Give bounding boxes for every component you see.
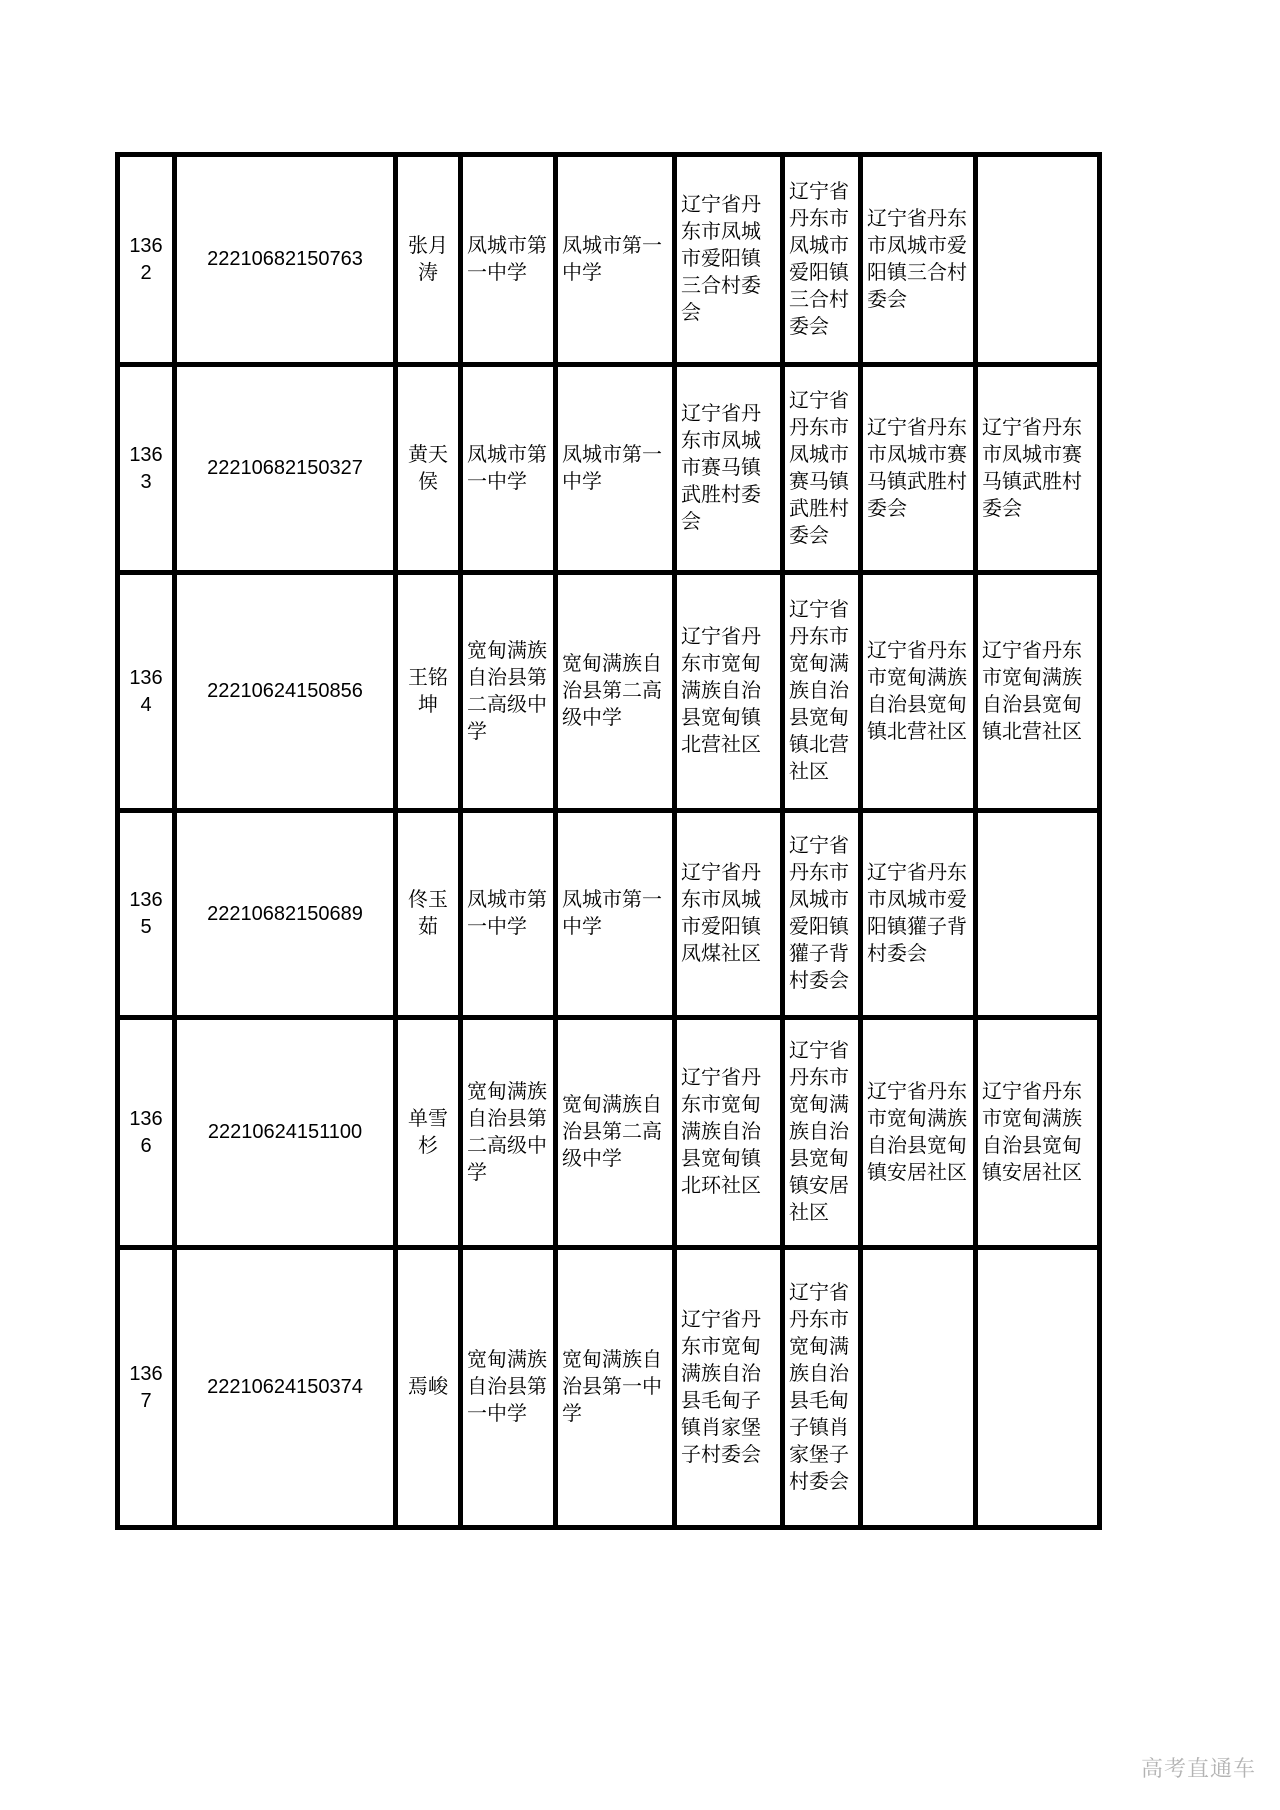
cell-school-1: 宽甸满族自治县第一中学 <box>461 1248 556 1528</box>
cell-school-2: 宽甸满族自治县第一中学 <box>556 1248 675 1528</box>
cell-address-4 <box>976 1248 1100 1528</box>
cell-address-1: 辽宁省丹东市宽甸满族自治县宽甸镇北环社区 <box>675 1018 783 1248</box>
cell-address-3: 辽宁省丹东市凤城市赛马镇武胜村委会 <box>861 365 976 573</box>
cell-row-number: 1364 <box>118 573 175 811</box>
cell-name: 王铭坤 <box>396 573 461 811</box>
cell-address-1: 辽宁省丹东市凤城市爱阳镇三合村委会 <box>675 155 783 365</box>
cell-address-3: 辽宁省丹东市凤城市爱阳镇三合村委会 <box>861 155 976 365</box>
cell-address-3 <box>861 1248 976 1528</box>
cell-school-1: 凤城市第一中学 <box>461 365 556 573</box>
table-row <box>118 1018 1100 1248</box>
cell-address-2: 辽宁省丹东市凤城市爱阳镇獾子背村委会 <box>783 811 861 1018</box>
cell-school-1: 宽甸满族自治县第二高级中学 <box>461 1018 556 1248</box>
cell-exam-id: 22210624151100 <box>175 1018 396 1248</box>
cell-school-2: 宽甸满族自治县第二高级中学 <box>556 573 675 811</box>
cell-row-number: 1366 <box>118 1018 175 1248</box>
cell-address-1: 辽宁省丹东市凤城市爱阳镇凤煤社区 <box>675 811 783 1018</box>
table-row <box>118 573 1100 811</box>
cell-exam-id: 22210624150374 <box>175 1248 396 1528</box>
cell-row-number: 1363 <box>118 365 175 573</box>
cell-address-1: 辽宁省丹东市宽甸满族自治县宽甸镇北营社区 <box>675 573 783 811</box>
cell-address-3: 辽宁省丹东市宽甸满族自治县宽甸镇安居社区 <box>861 1018 976 1248</box>
cell-address-4: 辽宁省丹东市宽甸满族自治县宽甸镇安居社区 <box>976 1018 1100 1248</box>
cell-school-1: 宽甸满族自治县第二高级中学 <box>461 573 556 811</box>
cell-name: 焉峻 <box>396 1248 461 1528</box>
cell-address-2: 辽宁省丹东市宽甸满族自治县宽甸镇安居社区 <box>783 1018 861 1248</box>
cell-school-2: 凤城市第一中学 <box>556 811 675 1018</box>
cell-address-4 <box>976 155 1100 365</box>
cell-school-2: 宽甸满族自治县第二高级中学 <box>556 1018 675 1248</box>
table-row <box>118 155 1100 365</box>
cell-address-2: 辽宁省丹东市宽甸满族自治县宽甸镇北营社区 <box>783 573 861 811</box>
cell-address-4: 辽宁省丹东市凤城市赛马镇武胜村委会 <box>976 365 1100 573</box>
cell-address-2: 辽宁省丹东市凤城市赛马镇武胜村委会 <box>783 365 861 573</box>
cell-name: 黄天侯 <box>396 365 461 573</box>
cell-school-2: 凤城市第一中学 <box>556 365 675 573</box>
cell-name: 张月涛 <box>396 155 461 365</box>
table-row <box>118 811 1100 1018</box>
cell-address-1: 辽宁省丹东市宽甸满族自治县毛甸子镇肖家堡子村委会 <box>675 1248 783 1528</box>
watermark-text: 高考直通车 <box>1140 1756 1256 1781</box>
cell-row-number: 1362 <box>118 155 175 365</box>
cell-address-2: 辽宁省丹东市宽甸满族自治县毛甸子镇肖家堡子村委会 <box>783 1248 861 1528</box>
cell-address-3: 辽宁省丹东市凤城市爱阳镇獾子背村委会 <box>861 811 976 1018</box>
cell-address-4: 辽宁省丹东市宽甸满族自治县宽甸镇北营社区 <box>976 573 1100 811</box>
cell-row-number: 1367 <box>118 1248 175 1528</box>
cell-name: 单雪杉 <box>396 1018 461 1248</box>
cell-exam-id: 22210682150689 <box>175 811 396 1018</box>
cell-school-2: 凤城市第一中学 <box>556 155 675 365</box>
cell-exam-id: 22210624150856 <box>175 573 396 811</box>
cell-address-4 <box>976 811 1100 1018</box>
table-row <box>118 365 1100 573</box>
cell-exam-id: 22210682150327 <box>175 365 396 573</box>
cell-row-number: 1365 <box>118 811 175 1018</box>
cell-exam-id: 22210682150763 <box>175 155 396 365</box>
cell-address-1: 辽宁省丹东市凤城市赛马镇武胜村委会 <box>675 365 783 573</box>
student-address-table <box>115 152 1102 1530</box>
cell-school-1: 凤城市第一中学 <box>461 811 556 1018</box>
cell-name: 佟玉茹 <box>396 811 461 1018</box>
cell-address-3: 辽宁省丹东市宽甸满族自治县宽甸镇北营社区 <box>861 573 976 811</box>
cell-address-2: 辽宁省丹东市凤城市爱阳镇三合村委会 <box>783 155 861 365</box>
cell-school-1: 凤城市第一中学 <box>461 155 556 365</box>
table-row <box>118 1248 1100 1528</box>
